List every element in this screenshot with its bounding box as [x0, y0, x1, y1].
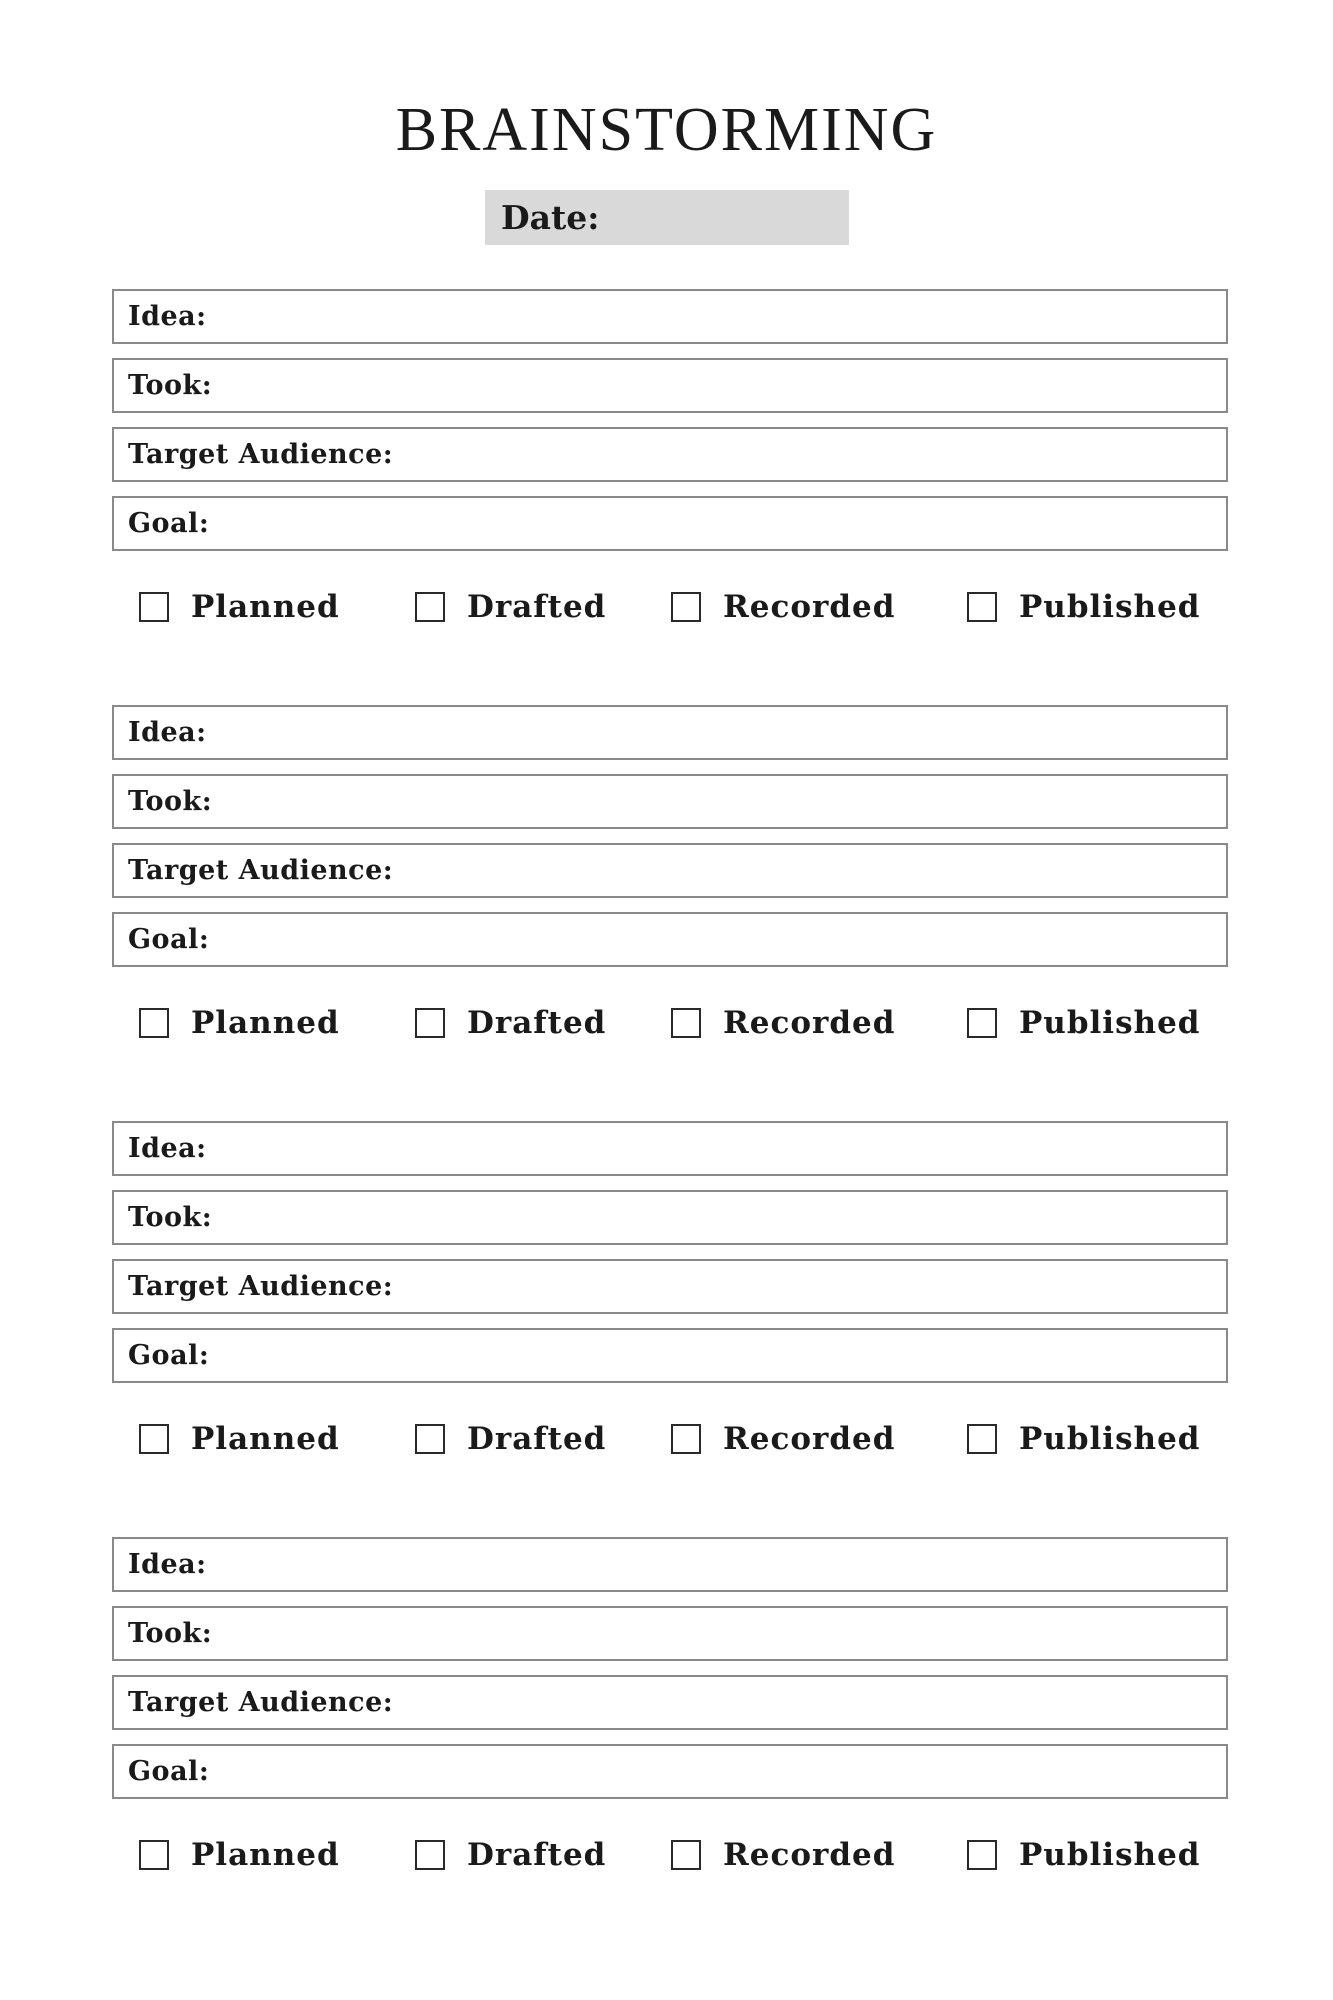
- target-audience-label: Target Audience:: [128, 1271, 394, 1302]
- took-field[interactable]: [112, 1190, 1228, 1245]
- idea-label: Idea:: [128, 1133, 207, 1164]
- published-checkbox[interactable]: [967, 1840, 997, 1870]
- recorded-checkbox[interactable]: [671, 1840, 701, 1870]
- status-row: [112, 1409, 1228, 1469]
- target-audience-label: Target Audience:: [128, 855, 394, 886]
- status-published[interactable]: [967, 577, 1200, 637]
- date-field[interactable]: [485, 190, 849, 245]
- target-audience-field[interactable]: [112, 1675, 1228, 1730]
- recorded-checkbox[interactable]: [671, 1424, 701, 1454]
- published-label: Published: [1019, 589, 1201, 625]
- took-field[interactable]: [112, 774, 1228, 829]
- drafted-label: Drafted: [467, 1837, 607, 1873]
- status-row: [112, 993, 1228, 1053]
- published-checkbox[interactable]: [967, 1424, 997, 1454]
- took-label: Took:: [128, 1202, 213, 1233]
- published-label: Published: [1019, 1005, 1201, 1041]
- drafted-checkbox[interactable]: [415, 1840, 445, 1870]
- brainstorm-entry-1: [112, 289, 1228, 637]
- published-checkbox[interactable]: [967, 592, 997, 622]
- status-published[interactable]: [967, 993, 1200, 1053]
- brainstorm-entry-4: [112, 1537, 1228, 1885]
- target-audience-label: Target Audience:: [128, 1687, 394, 1718]
- published-checkbox[interactable]: [967, 1008, 997, 1038]
- status-recorded[interactable]: [671, 577, 895, 637]
- status-recorded[interactable]: [671, 1825, 895, 1885]
- planned-label: Planned: [191, 1005, 340, 1041]
- status-planned[interactable]: [139, 1409, 340, 1469]
- status-planned[interactable]: [139, 993, 340, 1053]
- status-drafted[interactable]: [415, 577, 606, 637]
- brainstorm-entry-2: [112, 705, 1228, 1053]
- status-planned[interactable]: [139, 1825, 340, 1885]
- recorded-label: Recorded: [723, 589, 896, 625]
- drafted-checkbox[interactable]: [415, 1424, 445, 1454]
- status-drafted[interactable]: [415, 1409, 606, 1469]
- idea-field[interactable]: [112, 705, 1228, 760]
- target-audience-field[interactable]: [112, 843, 1228, 898]
- took-label: Took:: [128, 370, 213, 401]
- goal-label: Goal:: [128, 1756, 210, 1787]
- goal-field[interactable]: [112, 496, 1228, 551]
- goal-label: Goal:: [128, 508, 210, 539]
- drafted-checkbox[interactable]: [415, 592, 445, 622]
- goal-field[interactable]: [112, 1744, 1228, 1799]
- idea-label: Idea:: [128, 717, 207, 748]
- goal-field[interactable]: [112, 912, 1228, 967]
- status-drafted[interactable]: [415, 993, 606, 1053]
- drafted-label: Drafted: [467, 589, 607, 625]
- drafted-label: Drafted: [467, 1421, 607, 1457]
- idea-field[interactable]: [112, 289, 1228, 344]
- drafted-checkbox[interactable]: [415, 1008, 445, 1038]
- recorded-checkbox[interactable]: [671, 592, 701, 622]
- date-label: Date:: [501, 198, 600, 237]
- published-label: Published: [1019, 1837, 1201, 1873]
- status-row: [112, 577, 1228, 637]
- took-field[interactable]: [112, 358, 1228, 413]
- status-recorded[interactable]: [671, 993, 895, 1053]
- goal-label: Goal:: [128, 1340, 210, 1371]
- took-label: Took:: [128, 786, 213, 817]
- planned-label: Planned: [191, 1837, 340, 1873]
- planned-checkbox[interactable]: [139, 1840, 169, 1870]
- brainstorm-entry-3: [112, 1121, 1228, 1469]
- goal-label: Goal:: [128, 924, 210, 955]
- page-title: BRAINSTORMING: [395, 96, 938, 164]
- status-row: [112, 1825, 1228, 1885]
- status-published[interactable]: [967, 1409, 1200, 1469]
- planned-label: Planned: [191, 589, 340, 625]
- status-published[interactable]: [967, 1825, 1200, 1885]
- recorded-checkbox[interactable]: [671, 1008, 701, 1038]
- planned-checkbox[interactable]: [139, 592, 169, 622]
- planned-checkbox[interactable]: [139, 1424, 169, 1454]
- took-label: Took:: [128, 1618, 213, 1649]
- target-audience-label: Target Audience:: [128, 439, 394, 470]
- idea-field[interactable]: [112, 1537, 1228, 1592]
- idea-label: Idea:: [128, 301, 207, 332]
- goal-field[interactable]: [112, 1328, 1228, 1383]
- target-audience-field[interactable]: [112, 427, 1228, 482]
- idea-label: Idea:: [128, 1549, 207, 1580]
- planned-checkbox[interactable]: [139, 1008, 169, 1038]
- recorded-label: Recorded: [723, 1421, 896, 1457]
- idea-field[interactable]: [112, 1121, 1228, 1176]
- recorded-label: Recorded: [723, 1005, 896, 1041]
- published-label: Published: [1019, 1421, 1201, 1457]
- status-recorded[interactable]: [671, 1409, 895, 1469]
- status-drafted[interactable]: [415, 1825, 606, 1885]
- target-audience-field[interactable]: [112, 1259, 1228, 1314]
- drafted-label: Drafted: [467, 1005, 607, 1041]
- recorded-label: Recorded: [723, 1837, 896, 1873]
- took-field[interactable]: [112, 1606, 1228, 1661]
- planned-label: Planned: [191, 1421, 340, 1457]
- status-planned[interactable]: [139, 577, 340, 637]
